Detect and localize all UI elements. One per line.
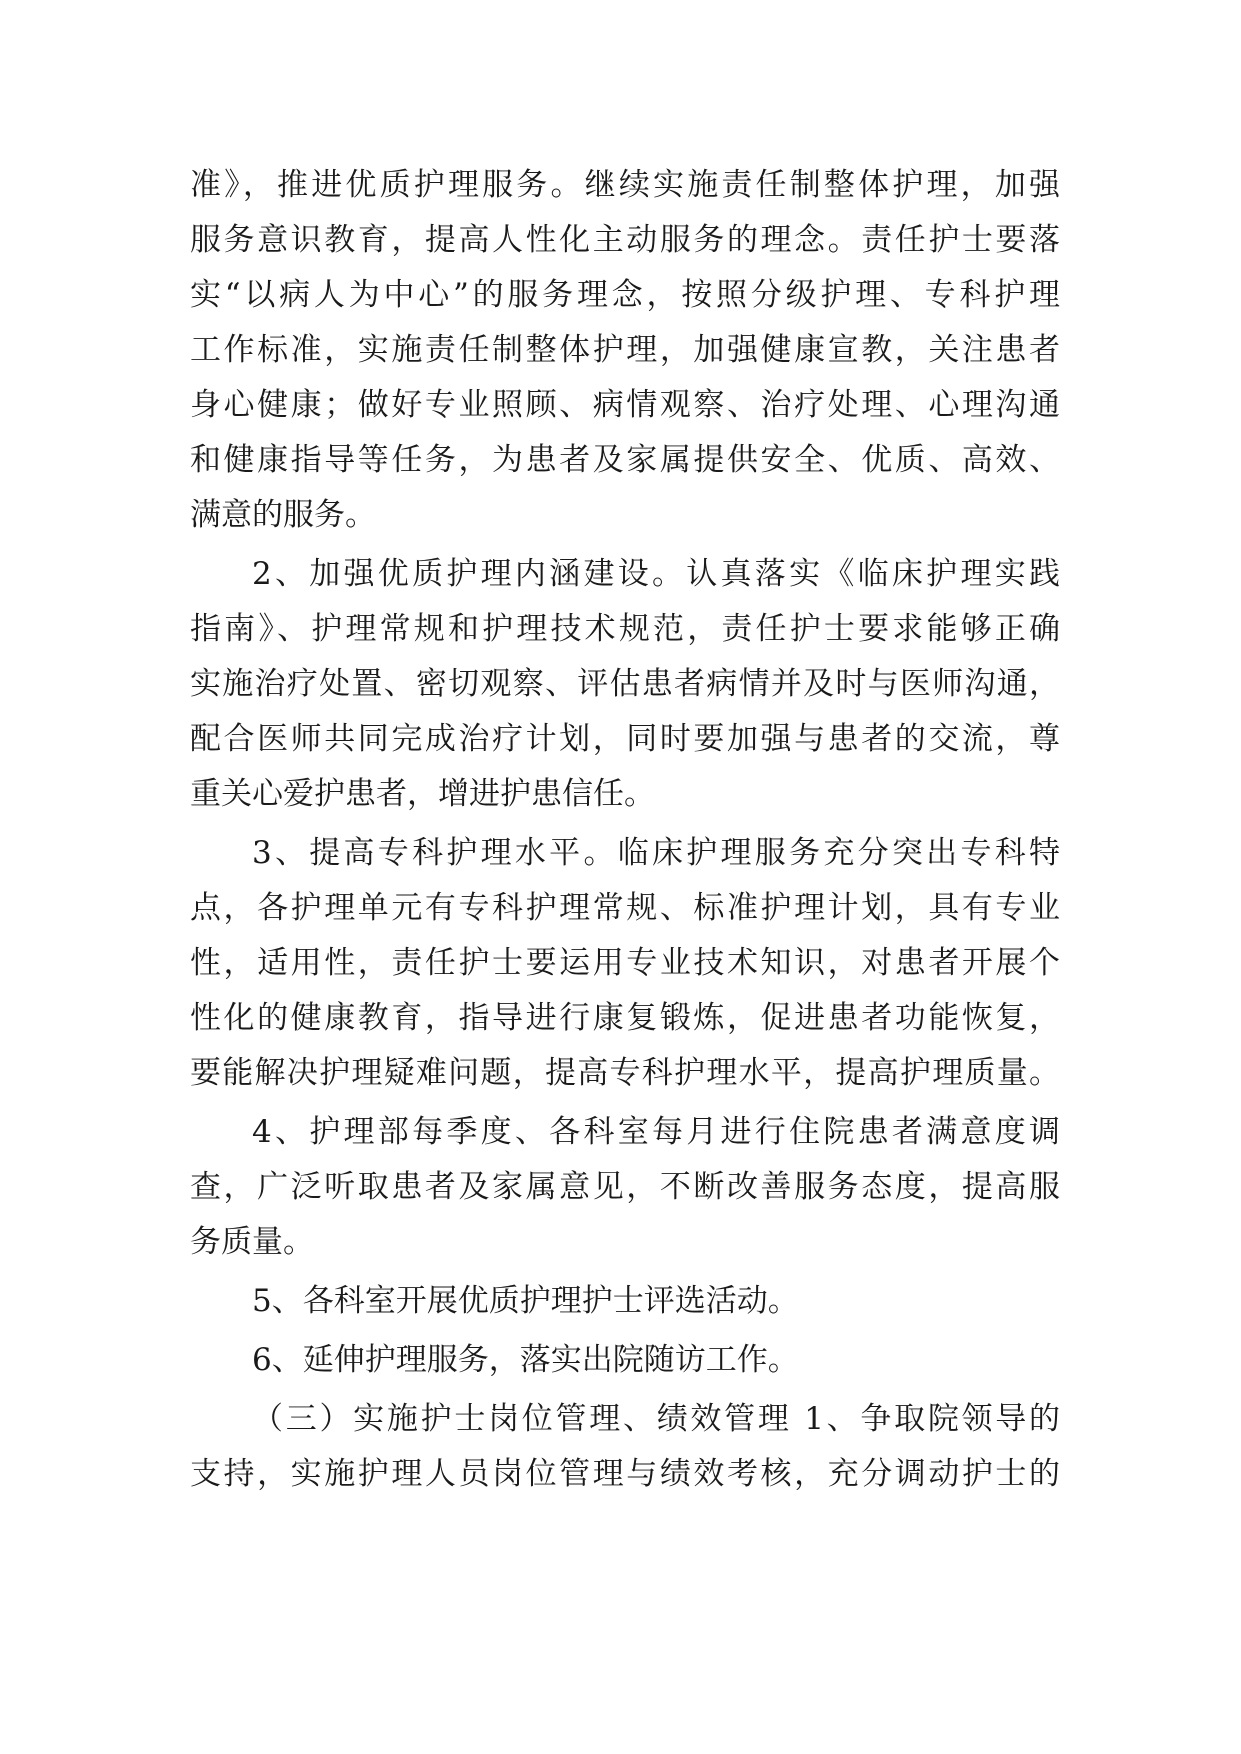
text-line: 满意的服务。 [190,497,376,533]
text-line: 服务意识教育，提高人性化主动服务的理念。责任护士要落 [190,222,1060,258]
paragraph-start-line: 4、护理部每季度、各科室每月进行住院患者满意度调 [252,1114,1060,1150]
text-line: 支持，实施护理人员岗位管理与绩效考核，充分调动护士的 [190,1456,1060,1492]
text-line: 准》，推进优质护理服务。继续实施责任制整体护理，加强 [190,167,1060,203]
paragraph-start-line: 5、各科室开展优质护理护士评选活动。 [252,1283,799,1319]
paragraph-start-line: 6、延伸护理服务，落实出院随访工作。 [252,1342,799,1378]
document-body [190,158,1060,1502]
text-line: 工作标准，实施责任制整体护理，加强健康宣教，关注患者 [190,332,1060,368]
text-line: 身心健康；做好专业照顾、病情观察、治疗处理、心理沟通 [190,387,1060,423]
text-line: 点，各护理单元有专科护理常规、标准护理计划，具有专业 [190,890,1060,926]
text-line: 配合医师共同完成治疗计划，同时要加强与患者的交流，尊 [190,721,1060,757]
text-line: 要能解决护理疑难问题，提高专科护理水平，提高护理质量。 [190,1055,1060,1091]
text-line: 和健康指导等任务，为患者及家属提供安全、优质、高效、 [190,442,1060,478]
text-line: 实施治疗处置、密切观察、评估患者病情并及时与医师沟通， [190,666,1060,702]
text-line: 实“以病人为中心”的服务理念，按照分级护理、专科护理 [190,277,1060,313]
paragraph-start-line: 2、加强优质护理内涵建设。认真落实《临床护理实践 [252,556,1060,592]
text-line: 指南》、护理常规和护理技术规范，责任护士要求能够正确 [190,611,1060,647]
text-line: 性化的健康教育，指导进行康复锻炼，促进患者功能恢复， [190,1000,1060,1036]
text-line: 性，适用性，责任护士要运用专业技术知识，对患者开展个 [190,945,1060,981]
text-line: 重关心爱护患者，增进护患信任。 [190,776,655,812]
text-line: 务质量。 [190,1224,314,1260]
paragraph-start-line: 3、提高专科护理水平。临床护理服务充分突出专科特 [252,835,1060,871]
text-line: 查，广泛听取患者及家属意见，不断改善服务态度，提高服 [190,1169,1060,1205]
section-heading-line: （三）实施护士岗位管理、绩效管理 1、争取院领导的 [252,1401,1060,1437]
